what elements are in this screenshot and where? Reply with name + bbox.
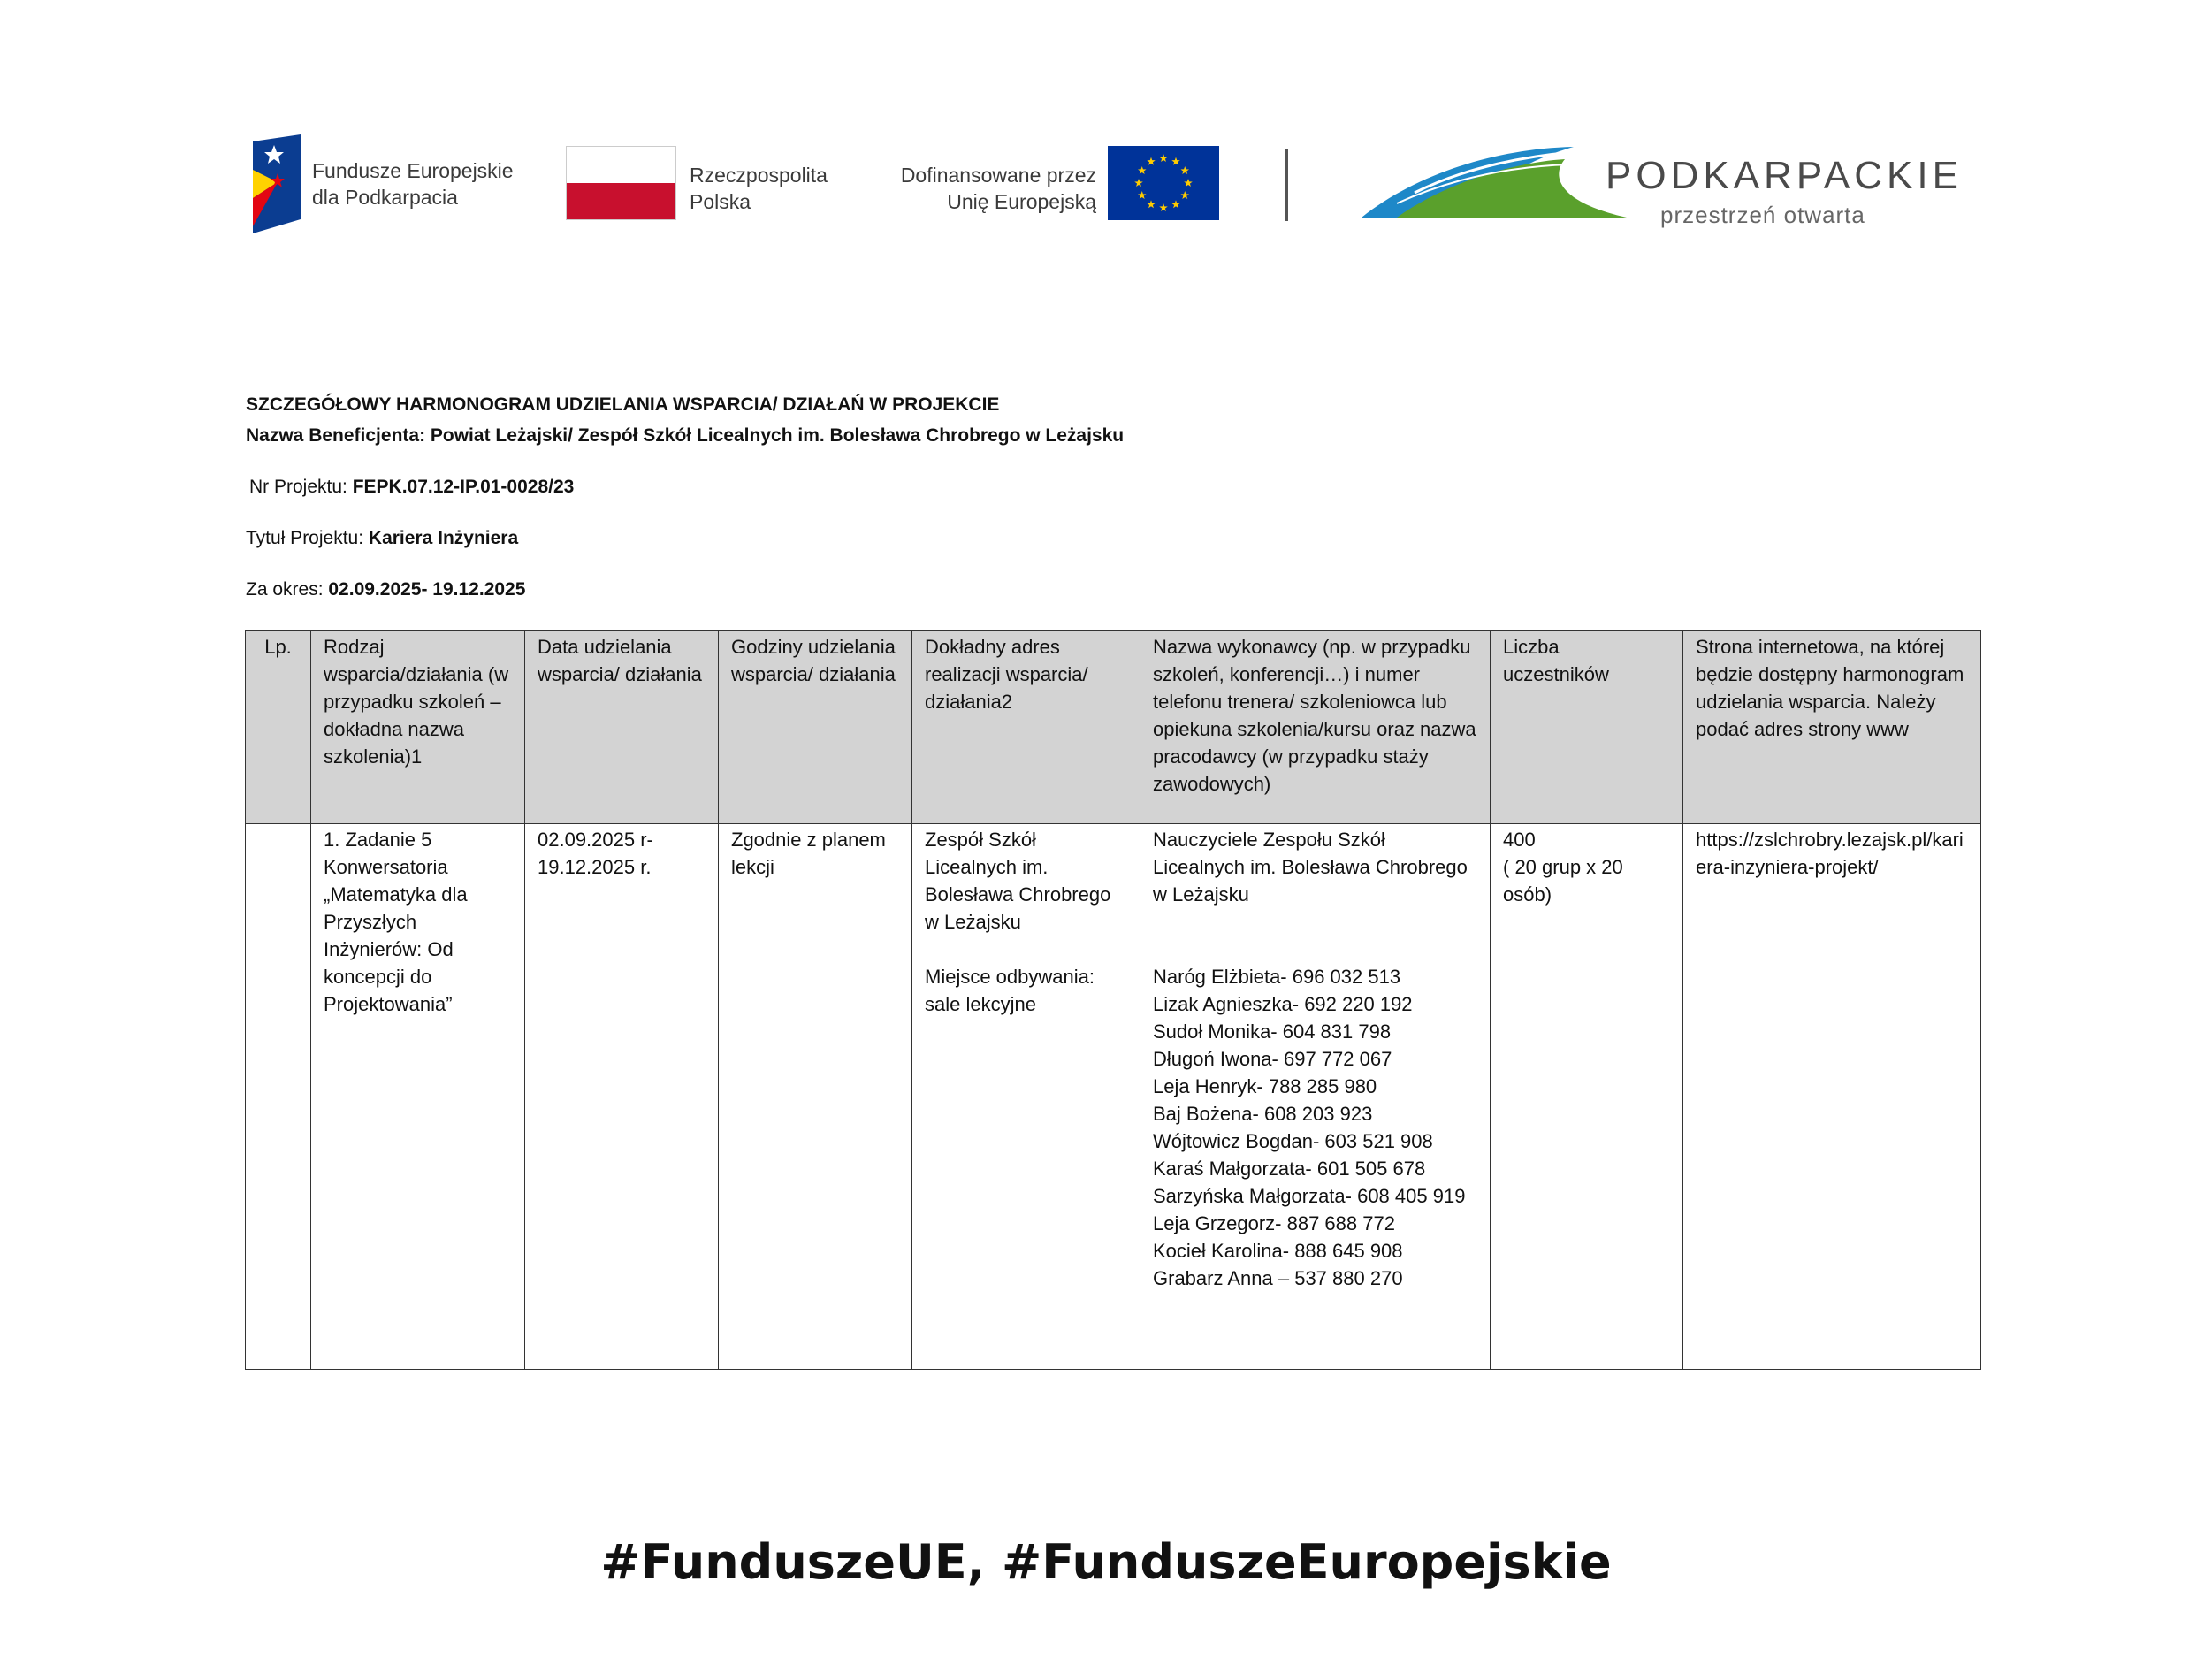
col-header-liczba: Liczba uczestników [1491,631,1683,824]
period-value: 02.09.2025- 19.12.2025 [328,579,526,600]
col-header-godziny: Godziny udzielania wsparcia/ działania [719,631,912,824]
table-header-row [246,631,1981,824]
cell-godziny: Zgodnie z planem lekcji [719,824,912,1370]
col-header-adres: Dokładny adres realizacji wsparcia/ działania2 [912,631,1140,824]
project-title-line [246,528,518,549]
adres-text: Zespół Szkół Licealnych im. Bolesława Chrobrego w Leżajsku [925,829,1117,933]
project-title-value: Kariera Inżyniera [368,528,519,548]
miejsce-text: Miejsce odbywania: sale lekcyjne [925,966,1101,1015]
liczba-detail: ( 20 grup x 20 osób) [1503,856,1628,906]
cell-strona[interactable]: https://zslchrobry.lezajsk.pl/kariera-inzyniera-projekt/ [1683,824,1981,1370]
document-title: SZCZEGÓŁOWY HARMONOGRAM UDZIELANIA WSPARCIA/ DZIAŁAŃ W PROJEKCIE [246,394,1000,415]
cell-adres [912,824,1140,1370]
rp-line2: Polska [690,190,751,213]
col-header-rodzaj: Rodzaj wsparcia/działania (w przypadku szkoleń – dokładna nazwa szkolenia)1 [311,631,525,824]
project-number-value: FEPK.07.12-IP.01-0028/23 [352,477,575,497]
trener-item: Naróg Elżbieta- 696 032 513 [1153,966,1401,988]
hashtag-footer: #FunduszeUE, #FunduszeEuropejskie [600,1534,1612,1590]
trener-item: Lizak Agnieszka- 692 220 192 [1153,993,1413,1015]
fe-line2: dla Podkarpacia [312,186,458,209]
beneficiary-line: Nazwa Beneficjenta: Powiat Leżajski/ Zespół Szkół Licealnych im. Bolesława Chrobrego w Leżajsku [246,425,1125,446]
trener-item: Leja Henryk- 788 285 980 [1153,1075,1377,1097]
cell-rodzaj: 1. Zadanie 5 Konwersatoria „Matematyka dla Przyszłych Inżynierów: Od koncepcji do Projektowania” [311,824,525,1370]
podkarpackie-logo [1362,140,1998,237]
trener-item: Sudoł Monika- 604 831 798 [1153,1020,1392,1043]
ue-line2: Unię Europejską [947,190,1096,213]
podkarpackie-hills-icon [1362,140,1627,219]
trener-item: Wójtowicz Bogdan- 603 521 908 [1153,1130,1433,1152]
trener-item: Długoń Iwona- 697 772 067 [1153,1048,1392,1070]
cell-wykonawca [1140,824,1491,1370]
trener-item: Leja Grzegorz- 887 688 772 [1153,1212,1395,1234]
trener-item: Grabarz Anna – 537 880 270 [1153,1267,1403,1289]
polish-flag-icon [566,146,676,220]
col-header-lp: Lp. [246,631,311,824]
period-label: Za okres: [246,579,324,600]
cell-lp [246,824,311,1370]
rp-line1: Rzeczpospolita [690,164,828,187]
col-header-data: Data udzielania wsparcia/ działania [525,631,719,824]
project-number-label: Nr Projektu: [249,477,347,497]
fundusze-europejskie-logo [239,133,530,239]
trener-item: Sarzyńska Małgorzata- 608 405 919 [1153,1185,1466,1207]
rzeczpospolita-polska-logo [566,146,858,225]
logo-strip [239,133,1998,248]
logo-separator [1285,149,1288,221]
schedule-table [245,630,1981,1370]
cell-liczba [1491,824,1683,1370]
fe-flag-icon [248,134,304,233]
table-row [246,824,1981,1370]
col-header-wykonawca: Nazwa wykonawcy (np. w przypadku szkoleń, konferencji…) i numer telefonu trenera/ szkoleniowca lub opiekuna szkolenia/kursu oraz nazwa pracodawcy (w przypadku staży zawodowych) [1140,631,1491,824]
trener-item: Baj Bożena- 608 203 923 [1153,1103,1373,1125]
liczba-value: 400 [1503,829,1536,851]
cell-data: 02.09.2025 r- 19.12.2025 r. [525,824,719,1370]
pk-tagline: przestrzeń otwarta [1660,202,1865,228]
project-title-label: Tytuł Projektu: [246,528,364,548]
wykonawca-text: Nauczyciele Zespołu Szkół Licealnych im. Bolesława Chrobrego w Leżajsku [1153,829,1473,906]
trener-item: Karaś Małgorzata- 601 505 678 [1153,1158,1426,1180]
trener-item: Kocieł Karolina- 888 645 908 [1153,1240,1403,1262]
period-line [246,579,525,600]
ue-line1: Dofinansowane przez [900,164,1096,187]
project-number-line [249,477,574,498]
eu-cofinancing-logo [880,146,1233,225]
fe-line1: Fundusze Europejskie [312,159,514,182]
eu-flag-icon [1108,146,1219,220]
col-header-strona: Strona internetowa, na której będzie dostępny harmonogram udzielania wsparcia. Należy podać adres strony www [1683,631,1981,824]
pk-name: PODKARPACKIE [1606,154,1963,197]
